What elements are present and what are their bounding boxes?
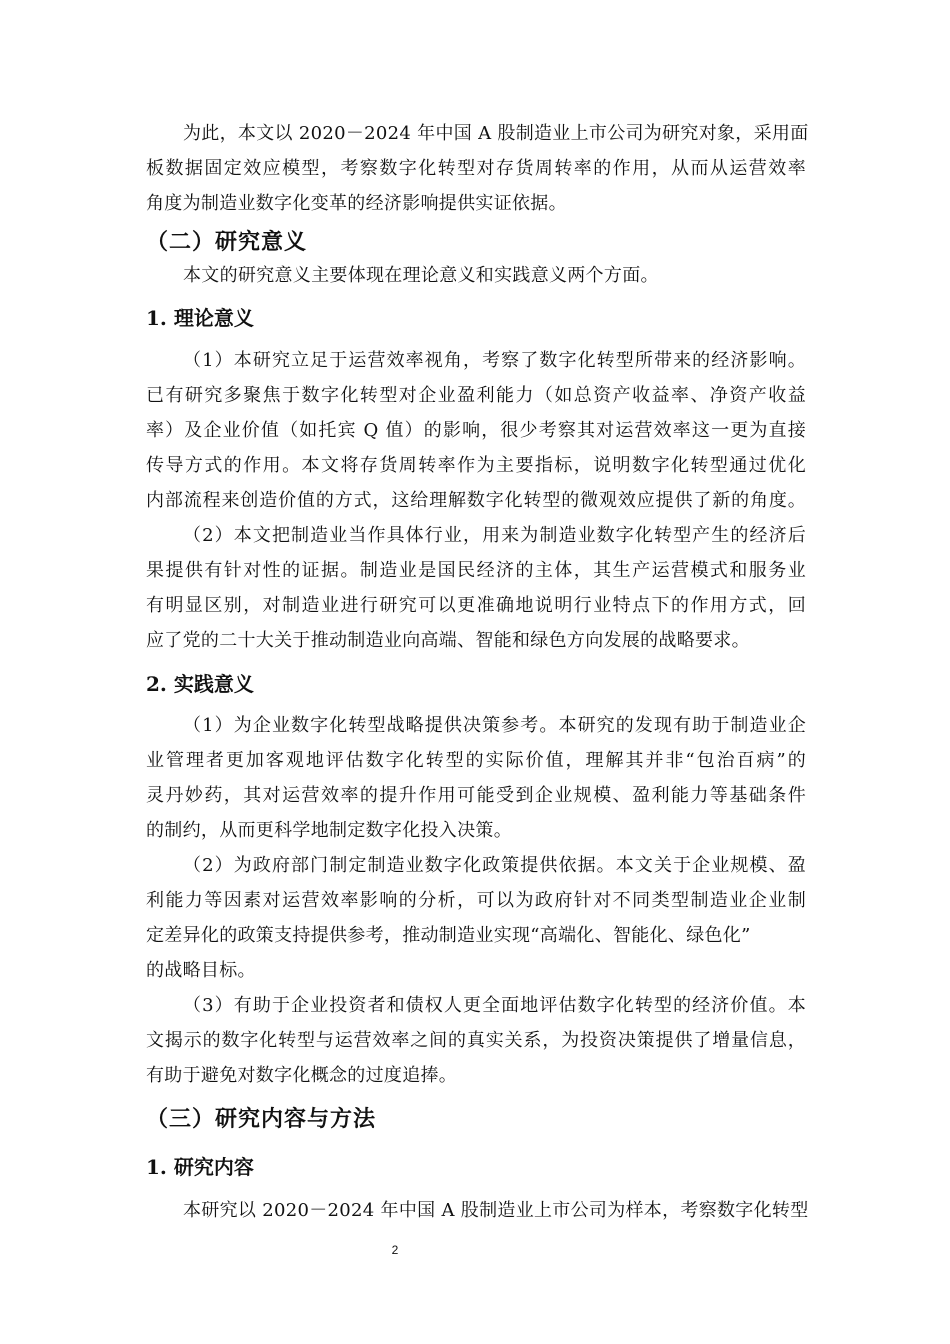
practice-p2-line-4: 的战略目标。 — [146, 960, 256, 981]
theory-p1-line-2: 已有研究多聚焦于数字化转型对企业盈利能力（如总资产收益率、净资产收益 — [146, 385, 806, 406]
intro-line-1: 为此，本文以 2020－2024 年中国 A 股制造业上市公司为研究对象，采用面 — [183, 123, 809, 144]
theory-p2-line-3: 有明显区别，对制造业进行研究可以更准确地说明行业特点下的作用方式，回 — [146, 595, 806, 616]
practice-p1-line-1: （1）为企业数字化转型战略提供决策参考。本研究的发现有助于制造业企 — [183, 715, 806, 736]
practice-p2-line-3: 定差异化的政策支持提供参考，推动制造业实现“高端化、智能化、绿色化” — [146, 925, 751, 946]
practice-p3-line-3: 有助于避免对数字化概念的过度追捧。 — [146, 1065, 458, 1086]
intro-line-2: 板数据固定效应模型，考察数字化转型对存货周转率的作用，从而从运营效率 — [146, 158, 806, 179]
theory-p2-line-4: 应了党的二十大关于推动制造业向高端、智能和绿色方向发展的战略要求。 — [146, 630, 750, 651]
theory-p1-line-3: 率）及企业价值（如托宾 Q 值）的影响，很少考察其对运营效率这一更为直接 — [146, 420, 806, 441]
intro-line-3: 角度为制造业数字化变革的经济影响提供实证依据。 — [146, 193, 567, 214]
content-p1-line-1: 本研究以 2020－2024 年中国 A 股制造业上市公司为样本，考察数字化转型 — [183, 1200, 809, 1221]
subheading-theory: 1. 理论意义 — [146, 306, 254, 330]
subheading-research-content: 1. 研究内容 — [146, 1155, 254, 1179]
practice-p1-line-2: 业管理者更加客观地评估数字化转型的实际价值，理解其并非“包治百病”的 — [146, 750, 806, 771]
theory-p1-line-5: 内部流程来创造价值的方式，这给理解数字化转型的微观效应提供了新的角度。 — [146, 490, 806, 511]
practice-p3-line-1: （3）有助于企业投资者和债权人更全面地评估数字化转型的经济价值。本 — [183, 995, 806, 1016]
section2-intro: 本文的研究意义主要体现在理论意义和实践意义两个方面。 — [183, 265, 659, 286]
page-number: 2 — [391, 1243, 399, 1257]
theory-p2-line-2: 果提供有针对性的证据。制造业是国民经济的主体，其生产运营模式和服务业 — [146, 560, 806, 581]
section-heading-research-significance: （二）研究意义 — [146, 229, 308, 255]
theory-p1-line-4: 传导方式的作用。本文将存货周转率作为主要指标，说明数字化转型通过优化 — [146, 455, 806, 476]
theory-p2-line-1: （2）本文把制造业当作具体行业，用来为制造业数字化转型产生的经济后 — [183, 525, 806, 546]
theory-p1-line-1: （1）本研究立足于运营效率视角，考察了数字化转型所带来的经济影响。 — [183, 350, 806, 371]
section-heading-content-and-methods: （三）研究内容与方法 — [146, 1106, 377, 1132]
practice-p2-line-2: 利能力等因素对运营效率影响的分析，可以为政府针对不同类型制造业企业制 — [146, 890, 806, 911]
practice-p1-line-4: 的制约，从而更科学地制定数字化投入决策。 — [146, 820, 512, 841]
practice-p2-line-1: （2）为政府部门制定制造业数字化政策提供依据。本文关于企业规模、盈 — [183, 855, 806, 876]
practice-p1-line-3: 灵丹妙药，其对运营效率的提升作用可能受到企业规模、盈利能力等基础条件 — [146, 785, 806, 806]
practice-p3-line-2: 文揭示的数字化转型与运营效率之间的真实关系，为投资决策提供了增量信息， — [146, 1030, 806, 1051]
subheading-practice: 2. 实践意义 — [146, 672, 254, 696]
